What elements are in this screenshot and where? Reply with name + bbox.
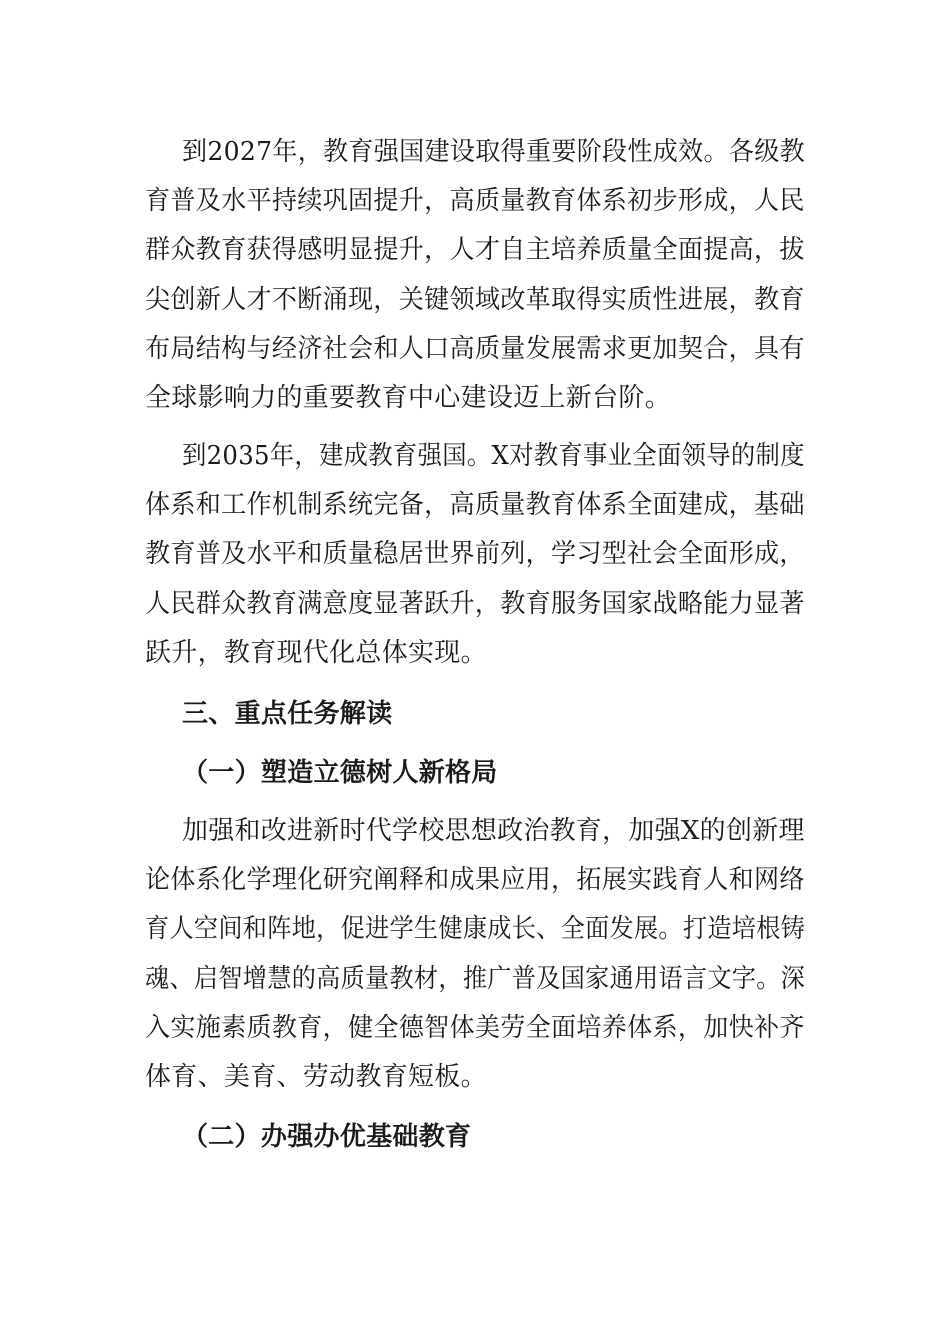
paragraph-line: 育人空间和阵地，促进学生健康成长、全面发展。打造培根铸 <box>145 914 806 944</box>
paragraph-line: 体育、美育、劳动教育短板。 <box>145 1062 487 1092</box>
subsection-heading: （一）塑造立德树人新格局 <box>182 758 498 788</box>
paragraph-line: 群众教育获得感明显提升，人才自主培养质量全面提高，拔 <box>145 235 805 265</box>
paragraph-line: 人民群众教育满意度显著跃升，教育服务国家战略能力显著 <box>145 589 805 619</box>
paragraph-line: 育普及水平持续巩固提升，高质量教育体系初步形成，人民 <box>145 186 805 216</box>
paragraph-line: 体系和工作机制系统完备，高质量教育体系全面建成，基础 <box>145 490 805 520</box>
paragraph-line: 跃升，教育现代化总体实现。 <box>145 638 487 668</box>
paragraph-line: 加强和改进新时代学校思想政治教育，加强X的创新理 <box>182 816 805 846</box>
paragraph-line: 教育普及水平和质量稳居世界前列，学习型社会全面形成， <box>145 539 805 569</box>
paragraph-line: 论体系化学理化研究阐释和成果应用，拓展实践育人和网络 <box>145 865 805 895</box>
paragraph-line: 布局结构与经济社会和人口高质量发展需求更加契合，具有 <box>145 334 805 364</box>
paragraph-line: 魂、启智增慧的高质量教材，推广普及国家通用语言文字。深 <box>145 964 806 994</box>
paragraph-line: 全球影响力的重要教育中心建设迈上新台阶。 <box>145 383 672 413</box>
paragraph-line: 入实施素质教育，健全德智体美劳全面培养体系，加快补齐 <box>145 1013 805 1043</box>
paragraph-line: 尖创新人才不断涌现，关键领域改革取得实质性进展，教育 <box>145 285 805 315</box>
paragraph-line: 到2027年，教育强国建设取得重要阶段性成效。各级教 <box>182 137 805 167</box>
subsection-heading: （二）办强办优基础教育 <box>182 1122 472 1152</box>
paragraph-line: 到2035年，建成教育强国。X对教育事业全面领导的制度 <box>182 441 805 471</box>
section-heading: 三、重点任务解读 <box>182 699 393 729</box>
